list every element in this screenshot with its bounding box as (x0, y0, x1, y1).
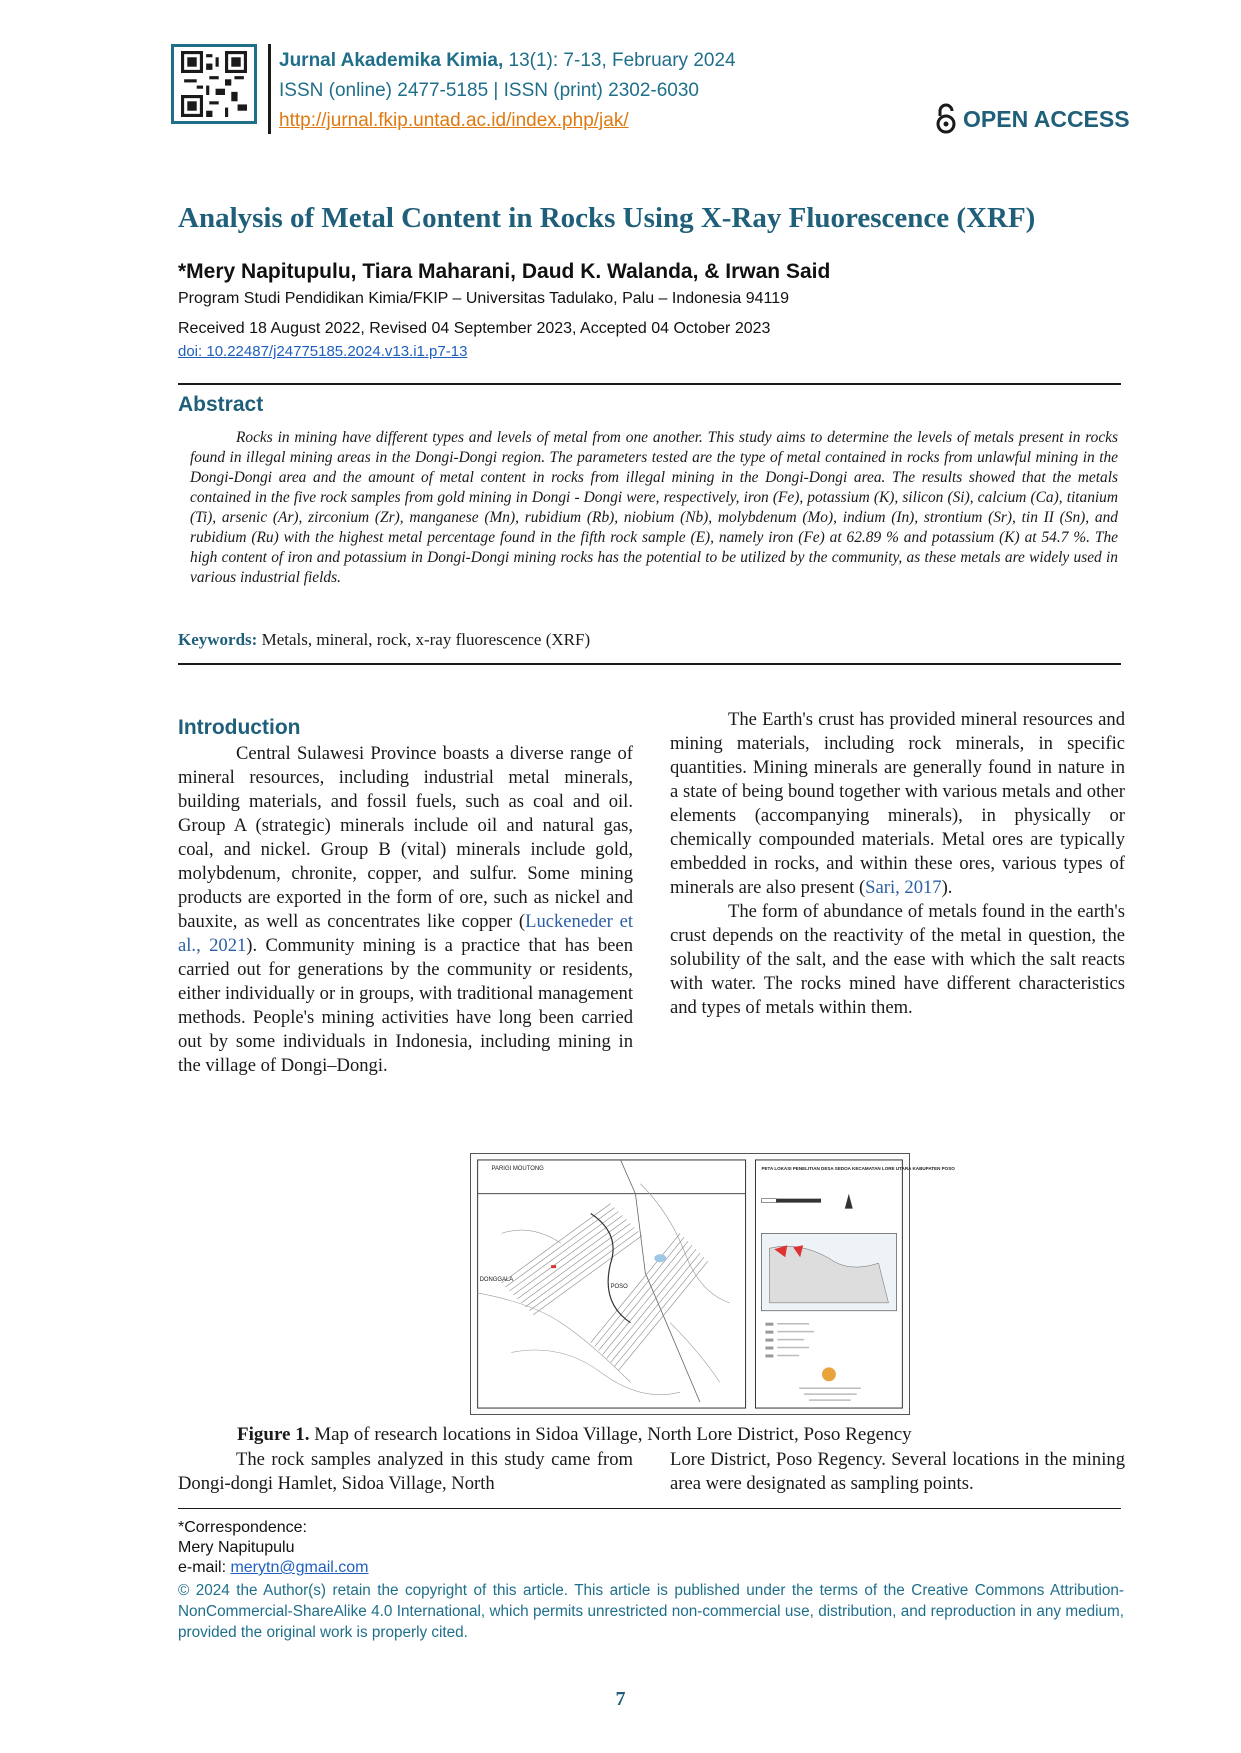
citation-luckeneder[interactable]: Luckeneder et al., 2021 (178, 911, 633, 956)
right-column-continued: Lore District, Poso Regency. Several locations in the mining area were designated as sampling points. (670, 1449, 1125, 1494)
email-link[interactable]: merytn@gmail.com (230, 1559, 369, 1576)
figure-caption-label: Figure 1. (237, 1424, 310, 1445)
qr-code (171, 44, 257, 124)
journal-issn: ISSN (online) 2477-5185 | ISSN (print) 2302-6030 (279, 80, 700, 101)
intro-paragraph-1 (178, 742, 633, 1078)
footer-rule (178, 1508, 1121, 1509)
keywords (178, 630, 590, 650)
figure-caption (237, 1424, 912, 1446)
map-image (471, 1154, 955, 1414)
open-access-label: OPEN ACCESS (963, 105, 1130, 132)
introduction-heading: Introduction (178, 716, 301, 739)
article-history: Received 18 August 2022, Revised 04 September 2023, Accepted 04 October 2023 (178, 320, 771, 337)
intro-p2-text-a: The Earth's crust has provided mineral resources and mining materials, including rock minerals, in specific quantities. Mining minerals are generally found in nature in a state of being bound together with various metals and other elements (accompanying minerals), in physically or chemically compounded materials. Metal ores are typically embedded in rocks, and within these ores, various types of minerals are also present ( (670, 709, 1125, 898)
map-label-donggala: DONGGALA (479, 1277, 514, 1284)
figure-caption-text: Map of research locations in Sidoa Village, North Lore District, Poso Regency (309, 1424, 912, 1445)
intro-paragraph-2 (670, 708, 1125, 900)
qr-code-icon (178, 51, 250, 117)
correspondence-name: Mery Napitupulu (178, 1539, 295, 1556)
journal-info (279, 46, 736, 136)
article-affiliation: Program Studi Pendidikan Kimia/FKIP – Universitas Tadulako, Palu – Indonesia 94119 (178, 290, 790, 307)
map-label-poso: POSO (610, 1283, 628, 1290)
intro-p2-text-b: ). (941, 877, 953, 898)
correspondence-label: *Correspondence: (178, 1519, 307, 1536)
abstract-heading: Abstract (178, 393, 264, 416)
doi-link[interactable]: doi: 10.22487/j24775185.2024.v13.i1.p7-13 (178, 343, 468, 360)
article-title: Analysis of Metal Content in Rocks Using X-Ray Fluorescence (XRF) (178, 202, 1036, 234)
page-number: 7 (615, 1688, 626, 1710)
license-text: © 2024 the Author(s) retain the copyright of this article. This article is published under the terms of the Creative Commons Attribution-NonCommercial-ShareAlike 4.0 International, which permits unrestricted non-commercial use, distribution, and reproduction in any medium, provided the original work is properly cited. (178, 1582, 1124, 1641)
intro-paragraph-3: The form of abundance of metals found in the earth's crust depends on the reactivity of the metal in question, the solubility of the salt, and the ease with which the salt reacts with water. The rocks mined have different characteristics and types of metals within them. (670, 901, 1125, 1018)
intro-p1-text-a: Central Sulawesi Province boasts a diverse range of mineral resources, including industrial metal minerals, building materials, and fossil fuels, such as coal and oil. Group A (strategic) minerals include oil and natural gas, coal, and nickel. Group B (vital) minerals include gold, molybdenum, chronite, copper, and sulfur. Some mining products are exported in the form of ore, such as nickel and bauxite, as well as concentrates like copper ( (178, 743, 633, 932)
journal-issue: 13(1): 7-13, February 2024 (503, 50, 736, 71)
journal-name: Jurnal Akademika Kimia, (279, 50, 504, 71)
journal-url-link[interactable]: http://jurnal.fkip.untad.ac.id/index.php/jak/ (279, 110, 629, 131)
map-label-parigi: PARIGI MOUTONG (491, 1165, 544, 1172)
left-column-continued: The rock samples analyzed in this study came from Dongi-dongi Hamlet, Sidoa Village, North (178, 1449, 633, 1494)
figure-1-map (470, 1153, 955, 1415)
email-label: e-mail: (178, 1559, 231, 1576)
abstract-top-rule (178, 383, 1121, 385)
open-lock-icon (935, 104, 957, 134)
header-divider (268, 44, 271, 134)
map-legend-title: PETA LOKASI PENELITIAN DESA SEDOA KECAMATAN LORE UTARA KABUPATEN POSO (761, 1165, 955, 1171)
article-authors: *Mery Napitupulu, Tiara Maharani, Daud K. Walanda, & Irwan Said (178, 260, 831, 283)
journal-citation (279, 46, 736, 76)
intro-p1-text-b: ). Community mining is a practice that has been carried out for generations by the community or residents, either individually or in groups, with traditional management methods. People's mining activities have long been carried out by some individuals in Indonesia, including mining in the village of Dongi–Dongi. (178, 935, 633, 1076)
abstract-bottom-rule (178, 663, 1121, 665)
abstract-text: Rocks in mining have different types and levels of metal from one another. This study aims to determine the levels of metals present in rocks found in illegal mining areas in the Dongi-Dongi region. The parameters tested are the type of metal contained in rocks from unlawful mining in the Dongi-Dongi area and the amount of metal content in rocks from illegal mining in the Dongi-Dongi area. The results showed that the metals contained in the five rock samples from gold mining in Dongi - Dongi were, respectively, iron (Fe), potassium (K), silicon (Si), calcium (Ca), titanium (Ti), arsenic (Ar), zirconium (Zr), manganese (Mn), rubidium (Rb), niobium (Nb), molybdenum (Mo), indium (In), strontium (Sr), tin II (Sn), and rubidium (Ru) with the highest metal percentage found in the fifth rock sample (E), namely iron (Fe) at 62.89 % and potassium (K) at 54.7 %. The high content of iron and potassium in Dongi-Dongi mining rocks has the potential to be utilized by the community, as these metals are widely used in various industrial fields. (190, 429, 1118, 586)
correspondence (178, 1518, 369, 1578)
keywords-list: Metals, mineral, rock, x-ray fluorescence (XRF) (257, 630, 591, 649)
open-access-badge (935, 104, 1130, 134)
keywords-label: Keywords: (178, 630, 258, 649)
emblem-icon (822, 1367, 836, 1381)
right-column (670, 708, 1125, 1020)
citation-sari[interactable]: Sari, 2017 (865, 877, 942, 898)
correspondence-email-line (178, 1558, 369, 1578)
left-column (178, 742, 633, 1078)
